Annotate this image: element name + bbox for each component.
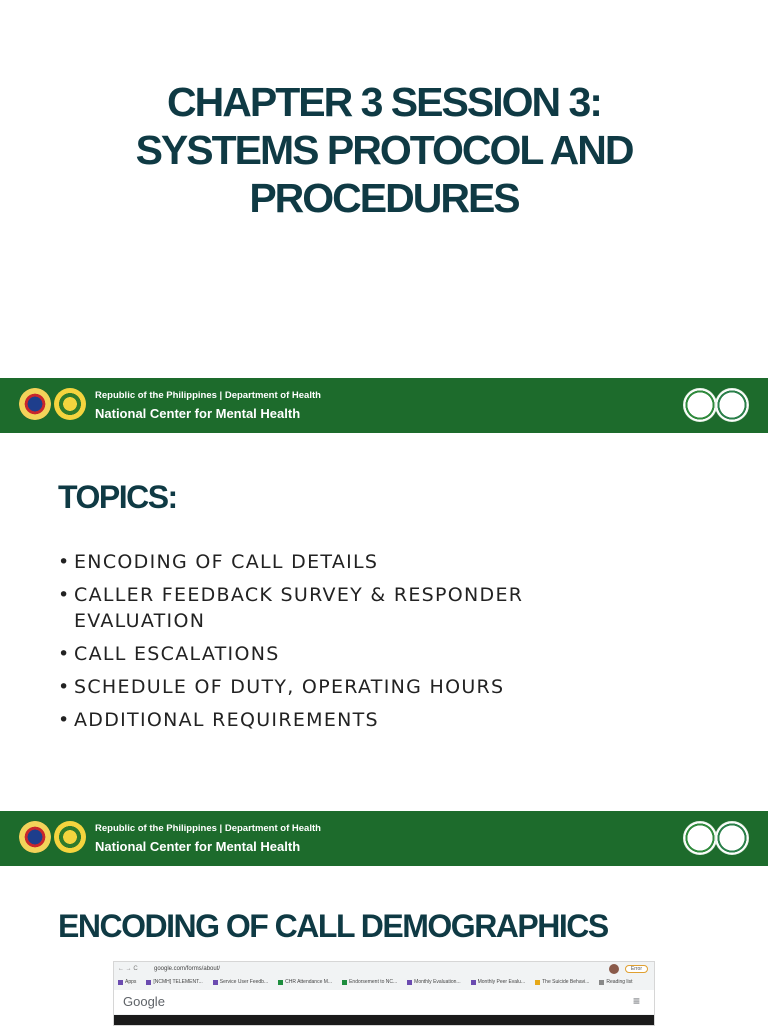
address-bar	[114, 962, 654, 976]
bookmark-item: CHR Attendance M...	[278, 979, 332, 985]
bookmark-item: Monthly Evaluation...	[407, 979, 460, 985]
list-item: • SCHEDULE OF DUTY, OPERATING HOURS	[58, 676, 505, 698]
banner-text	[95, 823, 321, 856]
bookmark-item: Reading list	[599, 979, 632, 985]
doh-banner	[0, 811, 768, 866]
title-slide	[0, 0, 768, 378]
bullet-icon: •	[58, 584, 71, 606]
banner-line1: Republic of the Philippines | Department of Health	[95, 823, 321, 834]
doh-seal-icon	[54, 821, 86, 853]
bookmark-item: Service User Feedb...	[213, 979, 268, 985]
banner-text	[95, 390, 321, 423]
topics-heading: TOPICS:	[58, 479, 177, 515]
list-item: • ENCODING OF CALL DETAILS	[58, 551, 379, 573]
title-line: CHAPTER 3 SESSION 3:	[167, 79, 601, 125]
bookmark-item: The Suicide Behavi...	[535, 979, 589, 985]
encoding-slide	[0, 866, 768, 1024]
ncmh-logo-icon	[683, 388, 717, 422]
page-hero	[114, 1015, 654, 1026]
url-text: google.com/forms/about/	[154, 966, 221, 972]
bookmark-item: [NCMH] TELEMENT...	[146, 979, 202, 985]
update-badge: Error	[625, 965, 648, 973]
partner-logo-icon	[715, 821, 749, 855]
title-line: PROCEDURES	[249, 175, 519, 221]
doh-banner	[0, 378, 768, 433]
list-item: • CALL ESCALATIONS	[58, 643, 280, 665]
menu-icon: ≡	[632, 994, 640, 1008]
bullet-icon: •	[58, 709, 71, 731]
topics-slide	[0, 433, 768, 811]
doh-seal-icon	[54, 388, 86, 420]
banner-line1: Republic of the Philippines | Department of Health	[95, 390, 321, 401]
partner-logo-icon	[715, 388, 749, 422]
bullet-icon: •	[58, 676, 71, 698]
philippines-seal-icon	[19, 388, 51, 420]
browser-screenshot	[113, 961, 655, 1026]
ncmh-logo-icon	[683, 821, 717, 855]
banner-line2: National Center for Mental Health	[95, 839, 301, 854]
bookmarks-bar	[114, 976, 654, 988]
list-item: • CALLER FEEDBACK SURVEY & RESPONDER EVALUATION	[58, 584, 524, 632]
avatar	[609, 964, 619, 974]
bookmark-item: Endorsement to NC...	[342, 979, 397, 985]
bookmark-item: Monthly Peer Evalu...	[471, 979, 526, 985]
bullet-icon: •	[58, 643, 71, 665]
google-header	[114, 990, 654, 1014]
list-item: • ADDITIONAL REQUIREMENTS	[58, 709, 379, 731]
encoding-heading: ENCODING OF CALL DEMOGRAPHICS	[58, 908, 608, 944]
topics-list	[58, 549, 578, 740]
bookmark-item: Apps	[118, 979, 136, 985]
browser-nav-icon: ← → C	[118, 966, 138, 972]
title-line: SYSTEMS PROTOCOL AND	[135, 127, 633, 173]
banner-line2: National Center for Mental Health	[95, 406, 301, 421]
page-title	[0, 78, 768, 222]
philippines-seal-icon	[19, 821, 51, 853]
bullet-icon: •	[58, 551, 71, 573]
google-logo: Google	[123, 994, 165, 1009]
